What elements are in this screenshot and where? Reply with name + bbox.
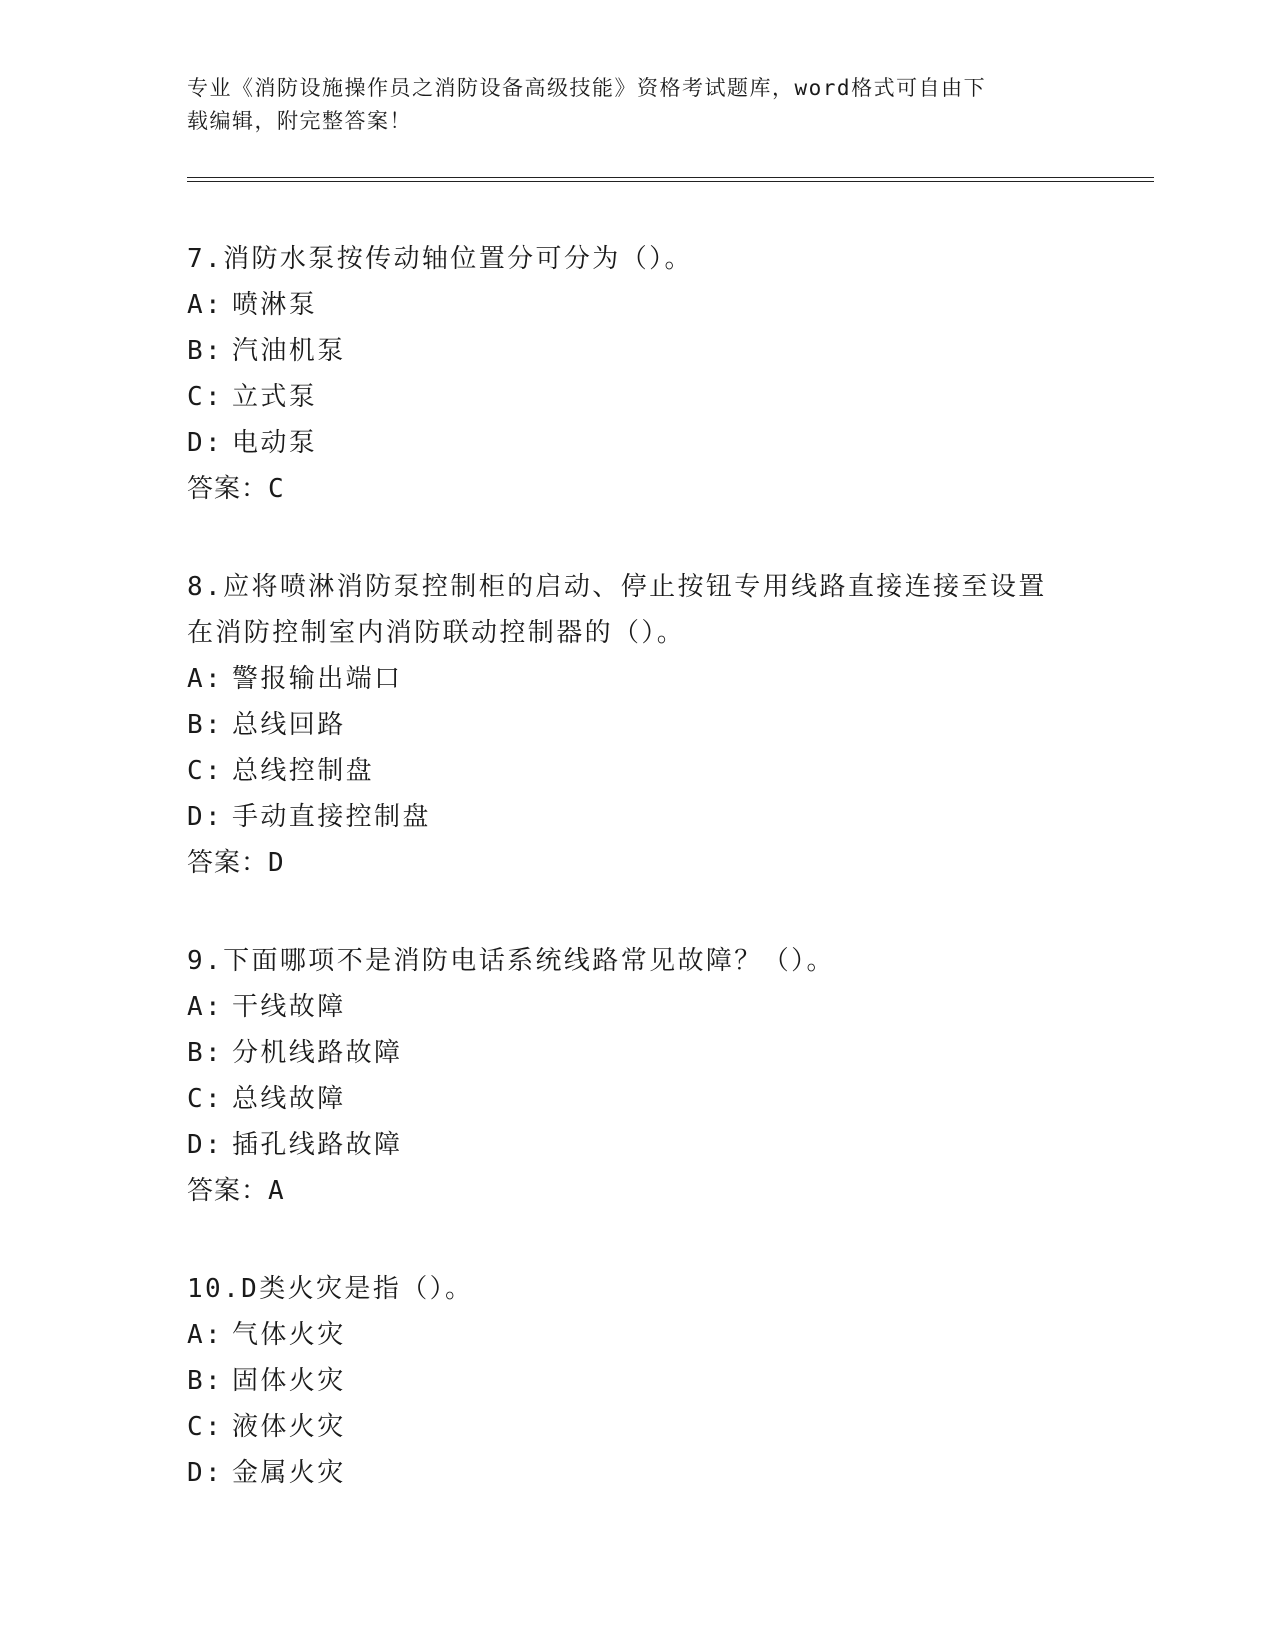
question-text-line-1: 8.应将喷淋消防泵控制柜的启动、停止按钮专用线路直接连接至设置: [187, 572, 1047, 602]
question-9: [187, 938, 1087, 1214]
option-b: [187, 1030, 1087, 1076]
question-10: [187, 1266, 1087, 1496]
option-text: 固体火灾: [232, 1366, 346, 1396]
option-key: A:: [187, 992, 224, 1022]
option-text: 手动直接控制盘: [232, 802, 431, 832]
option-key: B:: [187, 336, 224, 366]
document-header: [187, 72, 1067, 138]
option-key: D:: [187, 1458, 224, 1488]
option-text: 立式泵: [232, 382, 318, 412]
question-list: [187, 236, 1087, 1548]
header-divider-top: [187, 177, 1154, 178]
option-key: B:: [187, 710, 224, 740]
option-key: A:: [187, 1320, 224, 1350]
option-b: [187, 328, 1087, 374]
question-7: [187, 236, 1087, 512]
option-key: B:: [187, 1038, 224, 1068]
option-text: 液体火灾: [232, 1412, 346, 1442]
option-d: [187, 1122, 1087, 1168]
option-a: [187, 1312, 1087, 1358]
option-b: [187, 702, 1087, 748]
option-key: D:: [187, 428, 224, 458]
question-text: 9.下面哪项不是消防电话系统线路常见故障？（）。: [187, 946, 835, 976]
option-text: 电动泵: [232, 428, 318, 458]
option-text: 金属火灾: [232, 1458, 346, 1488]
option-key: C:: [187, 1412, 224, 1442]
question-text: 10.D类火灾是指（）。: [187, 1274, 474, 1304]
option-text: 干线故障: [232, 992, 346, 1022]
option-text: 汽油机泵: [232, 336, 346, 366]
option-key: C:: [187, 756, 224, 786]
option-key: B:: [187, 1366, 224, 1396]
header-line-1: 专业《消防设施操作员之消防设备高级技能》资格考试题库，word格式可自由下: [187, 76, 987, 100]
question-8: [187, 564, 1087, 886]
answer-line: [187, 840, 1087, 886]
option-text: 分机线路故障: [232, 1038, 403, 1068]
option-key: D:: [187, 802, 224, 832]
option-c: [187, 1076, 1087, 1122]
answer-line: [187, 1168, 1087, 1214]
option-b: [187, 1358, 1087, 1404]
header-divider-bottom: [187, 181, 1154, 182]
option-key: C:: [187, 382, 224, 412]
answer-label: 答案：: [187, 474, 269, 504]
answer-value: D: [268, 848, 285, 878]
option-a: [187, 282, 1087, 328]
option-a: [187, 984, 1087, 1030]
question-text-line-2: 在消防控制室内消防联动控制器的（）。: [187, 618, 686, 648]
option-d: [187, 1450, 1087, 1496]
option-text: 总线控制盘: [232, 756, 375, 786]
option-key: D:: [187, 1130, 224, 1160]
option-c: [187, 1404, 1087, 1450]
option-text: 总线故障: [232, 1084, 346, 1114]
option-key: C:: [187, 1084, 224, 1114]
option-c: [187, 748, 1087, 794]
option-text: 插孔线路故障: [232, 1130, 403, 1160]
option-key: A:: [187, 664, 224, 694]
option-c: [187, 374, 1087, 420]
option-d: [187, 794, 1087, 840]
answer-label: 答案：: [187, 848, 269, 878]
answer-line: [187, 466, 1087, 512]
question-text: 7.消防水泵按传动轴位置分可分为（）。: [187, 244, 693, 274]
answer-label: 答案：: [187, 1176, 269, 1206]
option-text: 气体火灾: [232, 1320, 346, 1350]
option-a: [187, 656, 1087, 702]
option-text: 总线回路: [232, 710, 346, 740]
header-line-2: 载编辑，附完整答案！: [187, 109, 412, 133]
option-key: A:: [187, 290, 224, 320]
answer-value: A: [268, 1176, 285, 1206]
answer-value: C: [268, 474, 285, 504]
option-text: 喷淋泵: [232, 290, 318, 320]
option-text: 警报输出端口: [232, 664, 403, 694]
option-d: [187, 420, 1087, 466]
